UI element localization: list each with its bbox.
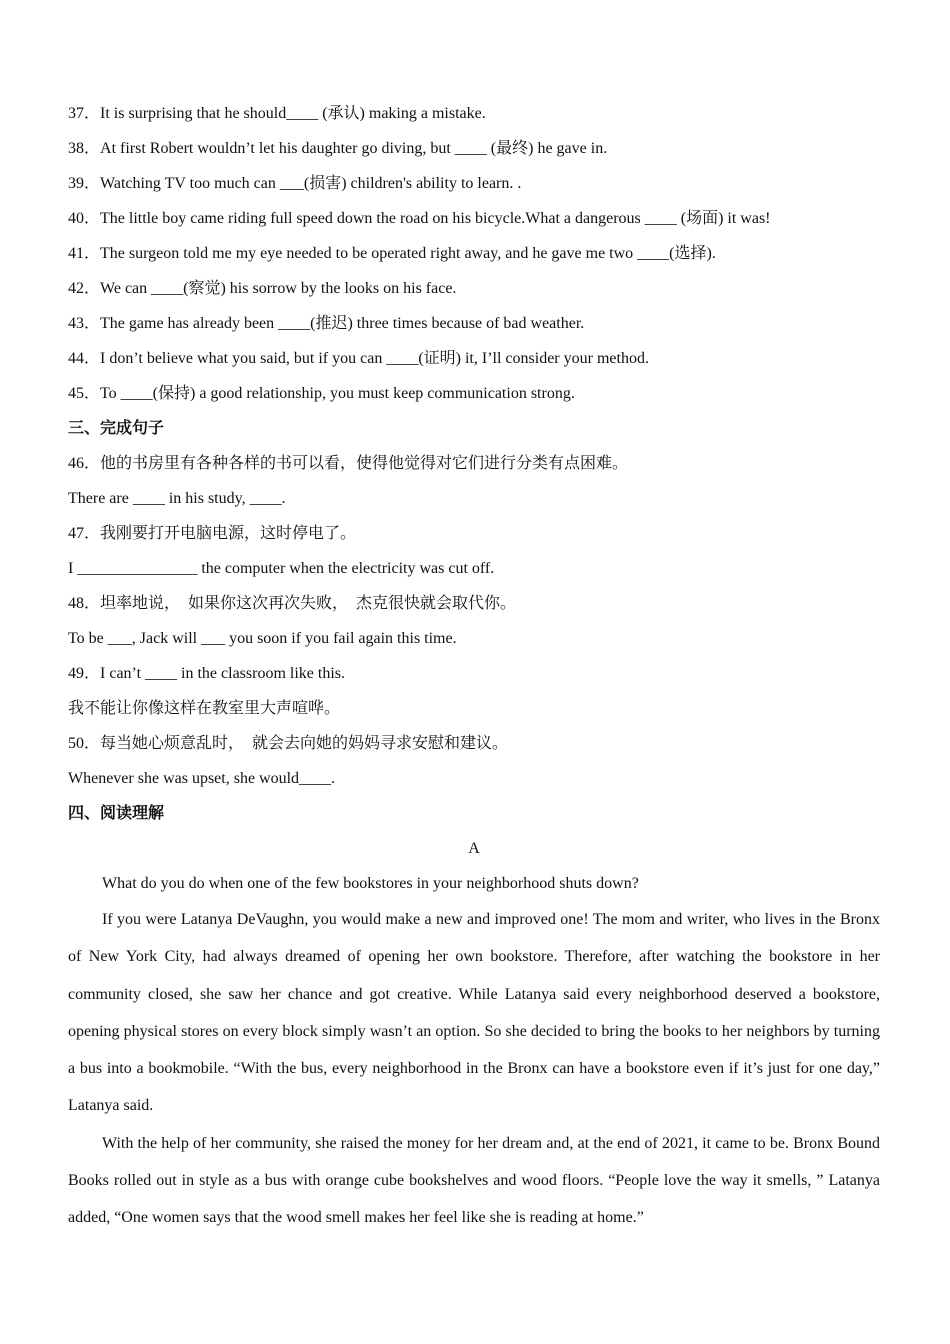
question-45: 45．To ____(保持) a good relationship, you must keep communication strong. <box>68 385 575 402</box>
passage-paragraph-2: If you were Latanya DeVaughn, you would make a new and improved one! The mom and writer, who lives in the Bronx of New York City, had always dreamed of opening her own bookstore. Therefore, after watching the bookstore in her community closed, she saw her chance and got creative. While Latanya said every neighborhood deserved a bookstore, opening physical stores on every block simply wasn’t an option. So she decided to bring the books to her neighbors by turning a bus into a bookmobile. “With the bus, every neighborhood in the Bronx can have a bookstore even if it’s just for one day,” Latanya said. <box>68 911 880 1115</box>
answer-line-49: 我不能让你像这样在教室里大声喧哗。 <box>68 700 341 717</box>
question-40: 40．The little boy came riding full speed down the road on his bicycle.What a dangerous ____ (场面) it was! <box>68 210 771 227</box>
question-50: 50．每当她心烦意乱时， 就会去向她的妈妈寻求安慰和建议。 <box>68 735 509 752</box>
sentence-completion-items <box>68 446 880 796</box>
question-43: 43．The game has already been ____(推迟) three times because of bad weather. <box>68 315 585 332</box>
question-44: 44．I don’t believe what you said, but if you can ____(证明) it, I’ll consider your method. <box>68 350 649 367</box>
section-heading-complete-sentences: 三、完成句子 <box>68 420 165 437</box>
question-49: 49．I can’t ____ in the classroom like this. <box>68 665 346 682</box>
section-heading-reading: 四、阅读理解 <box>68 805 165 822</box>
answer-line-48: To be ___, Jack will ___ you soon if you fail again this time. <box>68 630 457 647</box>
question-37: 37．It is surprising that he should____ (承认) making a mistake. <box>68 105 486 122</box>
question-46: 46．他的书房里有各种各样的书可以看，使得他觉得对它们进行分类有点困难。 <box>68 455 629 472</box>
question-41: 41．The surgeon told me my eye needed to be operated right away, and he gave me two ____(选择). <box>68 245 716 262</box>
question-48: 48．坦率地说， 如果你这次再次失败， 杰克很快就会取代你。 <box>68 595 517 612</box>
question-38: 38．At first Robert wouldn’t let his daughter go diving, but ____ (最终) he gave in. <box>68 140 608 157</box>
passage-paragraph-3: With the help of her community, she raised the money for her dream and, at the end of 2021, it came to be. Bronx Bound Books rolled out in style as a bus with orange cube bookshelves and wood floors. “People love the way it smells, ” Latanya added, “One women says that the wood smell makes her feel like she is reading at home.” <box>68 1134 880 1227</box>
answer-line-47: I _______________ the computer when the electricity was cut off. <box>68 560 495 577</box>
question-47: 47．我刚要打开电脑电源，这时停电了。 <box>68 525 357 542</box>
passage-label: A <box>468 840 480 857</box>
answer-line-46: There are ____ in his study, ____. <box>68 490 286 507</box>
question-42: 42．We can ____(察觉) his sorrow by the looks on his face. <box>68 280 457 297</box>
worksheet-page <box>68 96 880 1237</box>
answer-line-50: Whenever she was upset, she would____. <box>68 770 336 787</box>
passage-paragraph-1: What do you do when one of the few bookstores in your neighborhood shuts down? <box>102 875 639 892</box>
vocab-exercises <box>68 96 880 411</box>
question-39: 39．Watching TV too much can ___(损害) children's ability to learn. . <box>68 175 522 192</box>
